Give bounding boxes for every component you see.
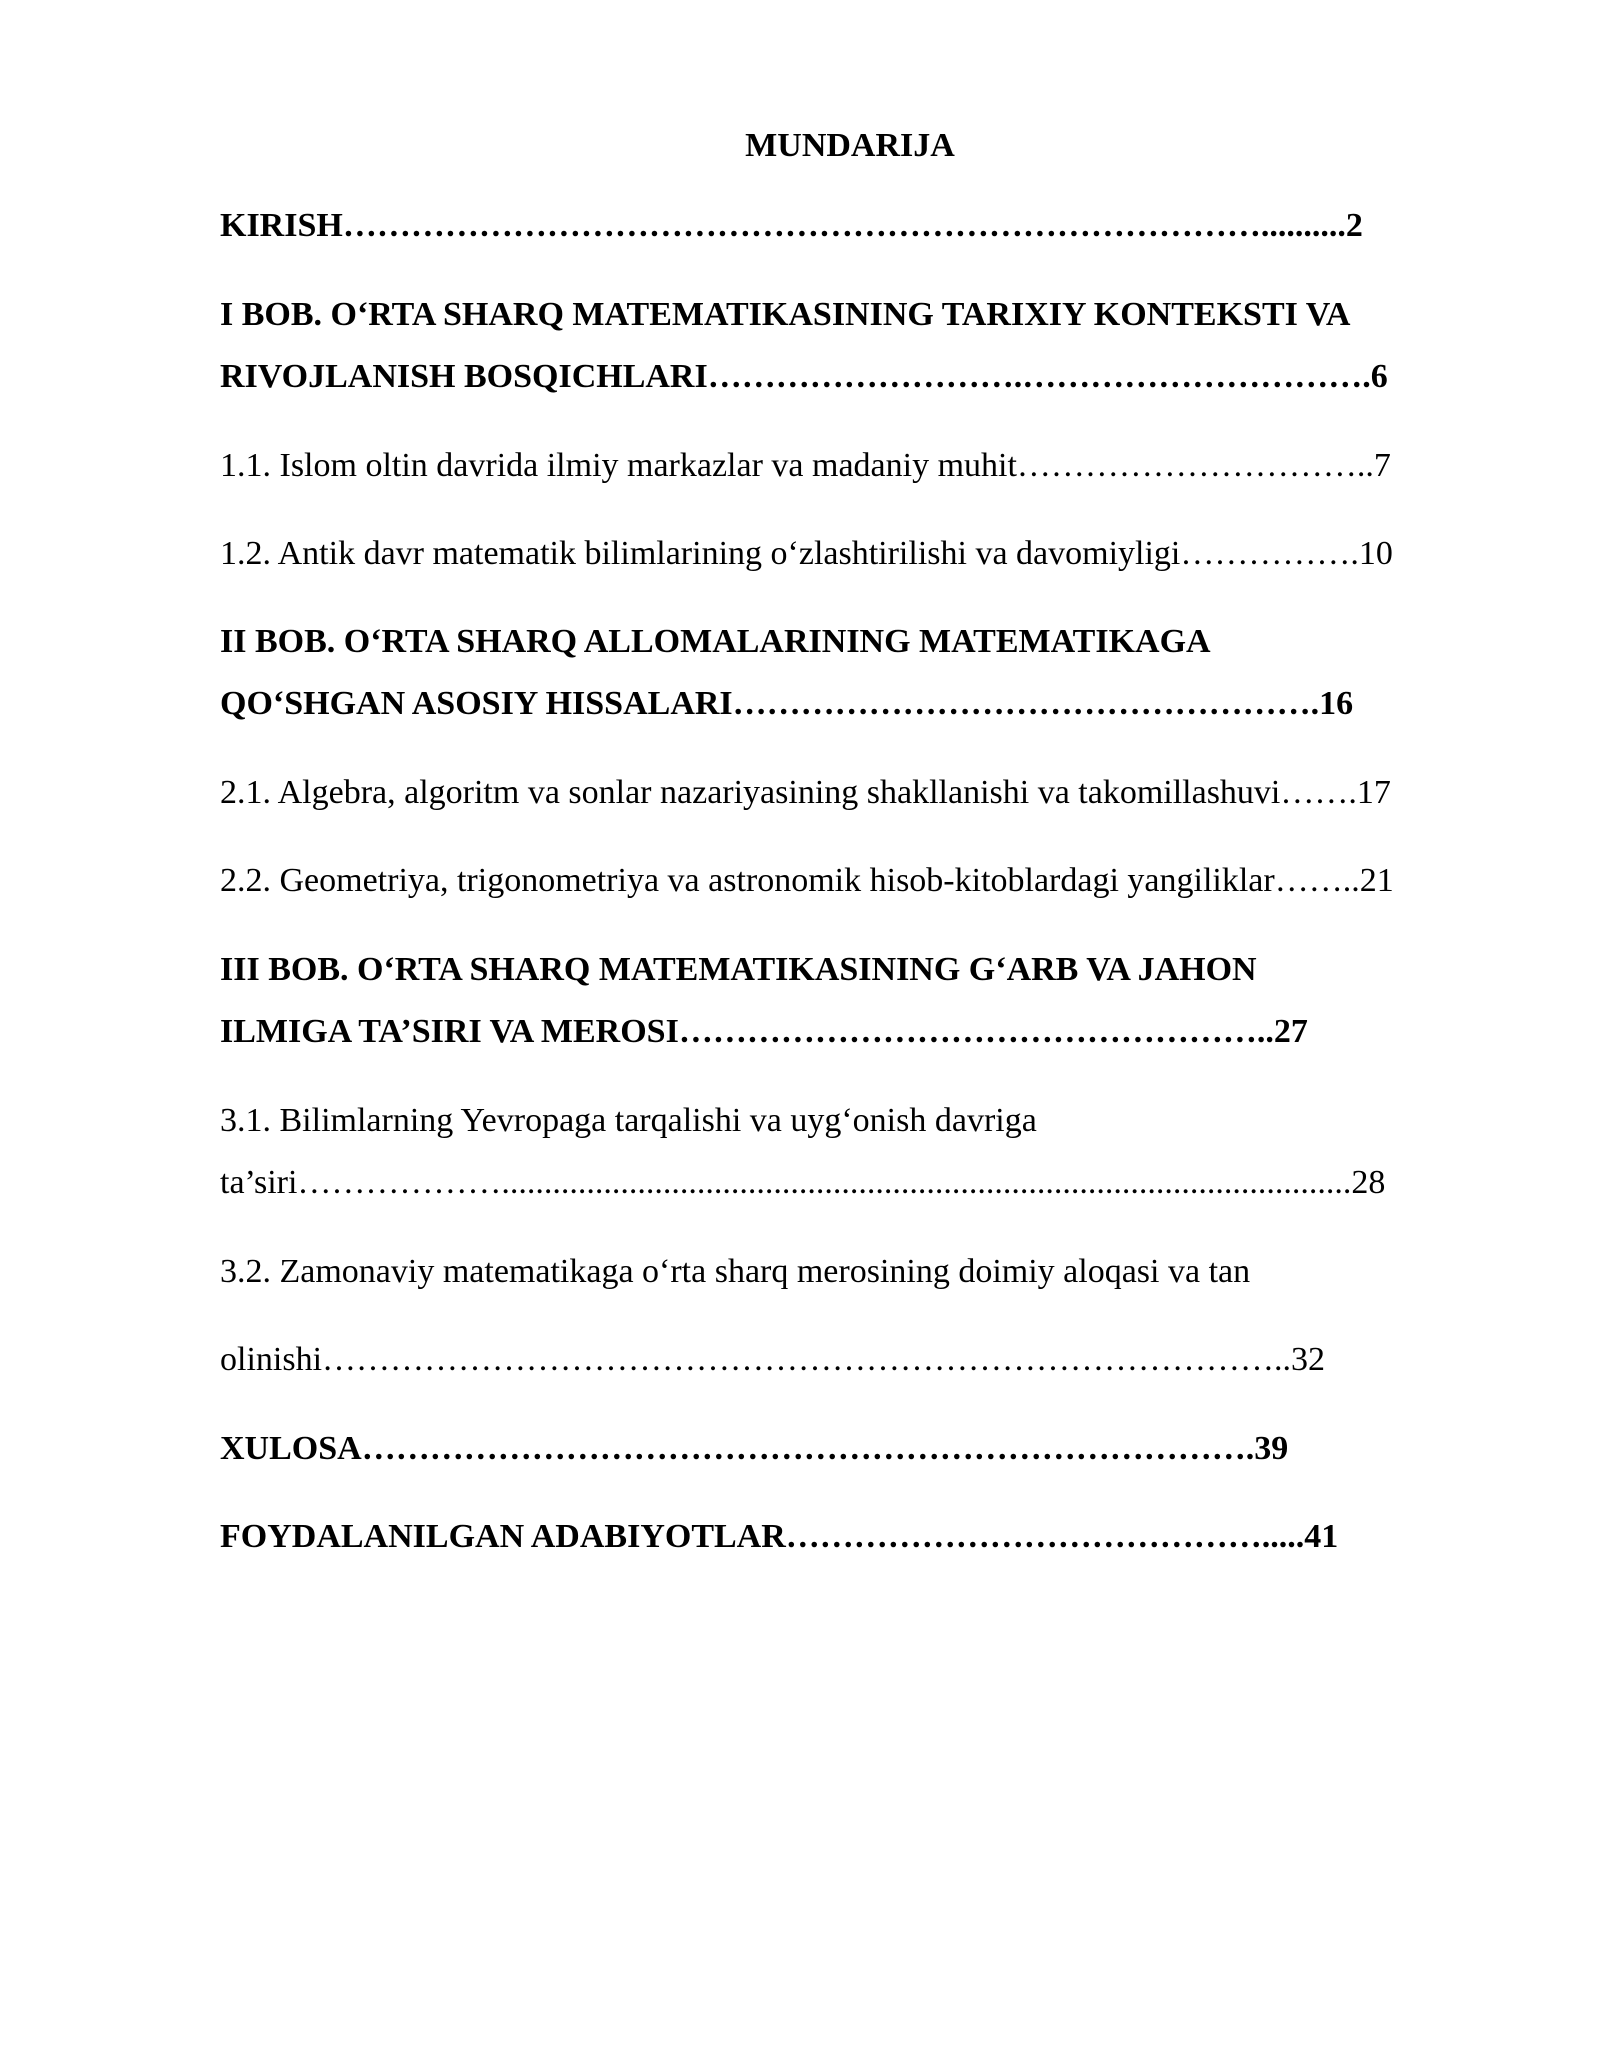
toc-section-1-1: 1.1. Islom oltin davrida ilmiy markazlar va madaniy muhit…………………………..7: [220, 447, 1391, 484]
toc-section-3-2-cont: olinishi…………………………………………………………………………..32: [220, 1341, 1326, 1378]
toc-chapter-3-title-cont: ILMIGA TA’SIRI VA MEROSI……………………………………………..27: [220, 1013, 1308, 1050]
toc-entry-kirish: KIRISH………………………………………………………………………..........2: [220, 207, 1363, 244]
toc-entry-xulosa: XULOSA…………………………………………………………………….39: [220, 1430, 1289, 1467]
toc-section-2-2: 2.2. Geometriya, trigonometriya va astronomik hisob-kitoblardagi yangiliklar……..21: [220, 862, 1394, 899]
toc-chapter-3-title: III BOB. O‘RTA SHARQ MATEMATIKASINING G‘ARB VA JAHON: [220, 951, 1257, 988]
toc-chapter-1-title: I BOB. O‘RTA SHARQ MATEMATIKASINING TARIXIY KONTEKSTI VA: [220, 296, 1351, 333]
toc-chapter-1-title-cont: RIVOJLANISH BOSQICHLARI……………………….………………………….6: [220, 358, 1388, 395]
toc-section-2-1: 2.1. Algebra, algoritm va sonlar nazariyasining shakllanishi va takomillashuvi…….17: [220, 774, 1391, 811]
toc-section-3-2: 3.2. Zamonaviy matematikaga o‘rta sharq merosining doimiy aloqasi va tan: [220, 1253, 1251, 1290]
toc-section-3-1-cont: ta’siri………………....................................................................................................28: [220, 1164, 1386, 1201]
toc-entry-adabiyotlar: FOYDALANILGAN ADABIYOTLAR…………………………………….....41: [220, 1518, 1339, 1555]
toc-chapter-2-title: II BOB. O‘RTA SHARQ ALLOMALARINING MATEMATIKAGA: [220, 623, 1211, 660]
toc-title: MUNDARIJA: [745, 127, 955, 164]
toc-section-3-1: 3.1. Bilimlarning Yevropaga tarqalishi va uyg‘onish davriga: [220, 1102, 1037, 1139]
toc-chapter-2-title-cont: QO‘SHGAN ASOSIY HISSALARI…………………………………………….16: [220, 685, 1354, 722]
toc-section-1-2: 1.2. Antik davr matematik bilimlarining o‘zlashtirilishi va davomiyligi…………….10: [220, 535, 1393, 572]
